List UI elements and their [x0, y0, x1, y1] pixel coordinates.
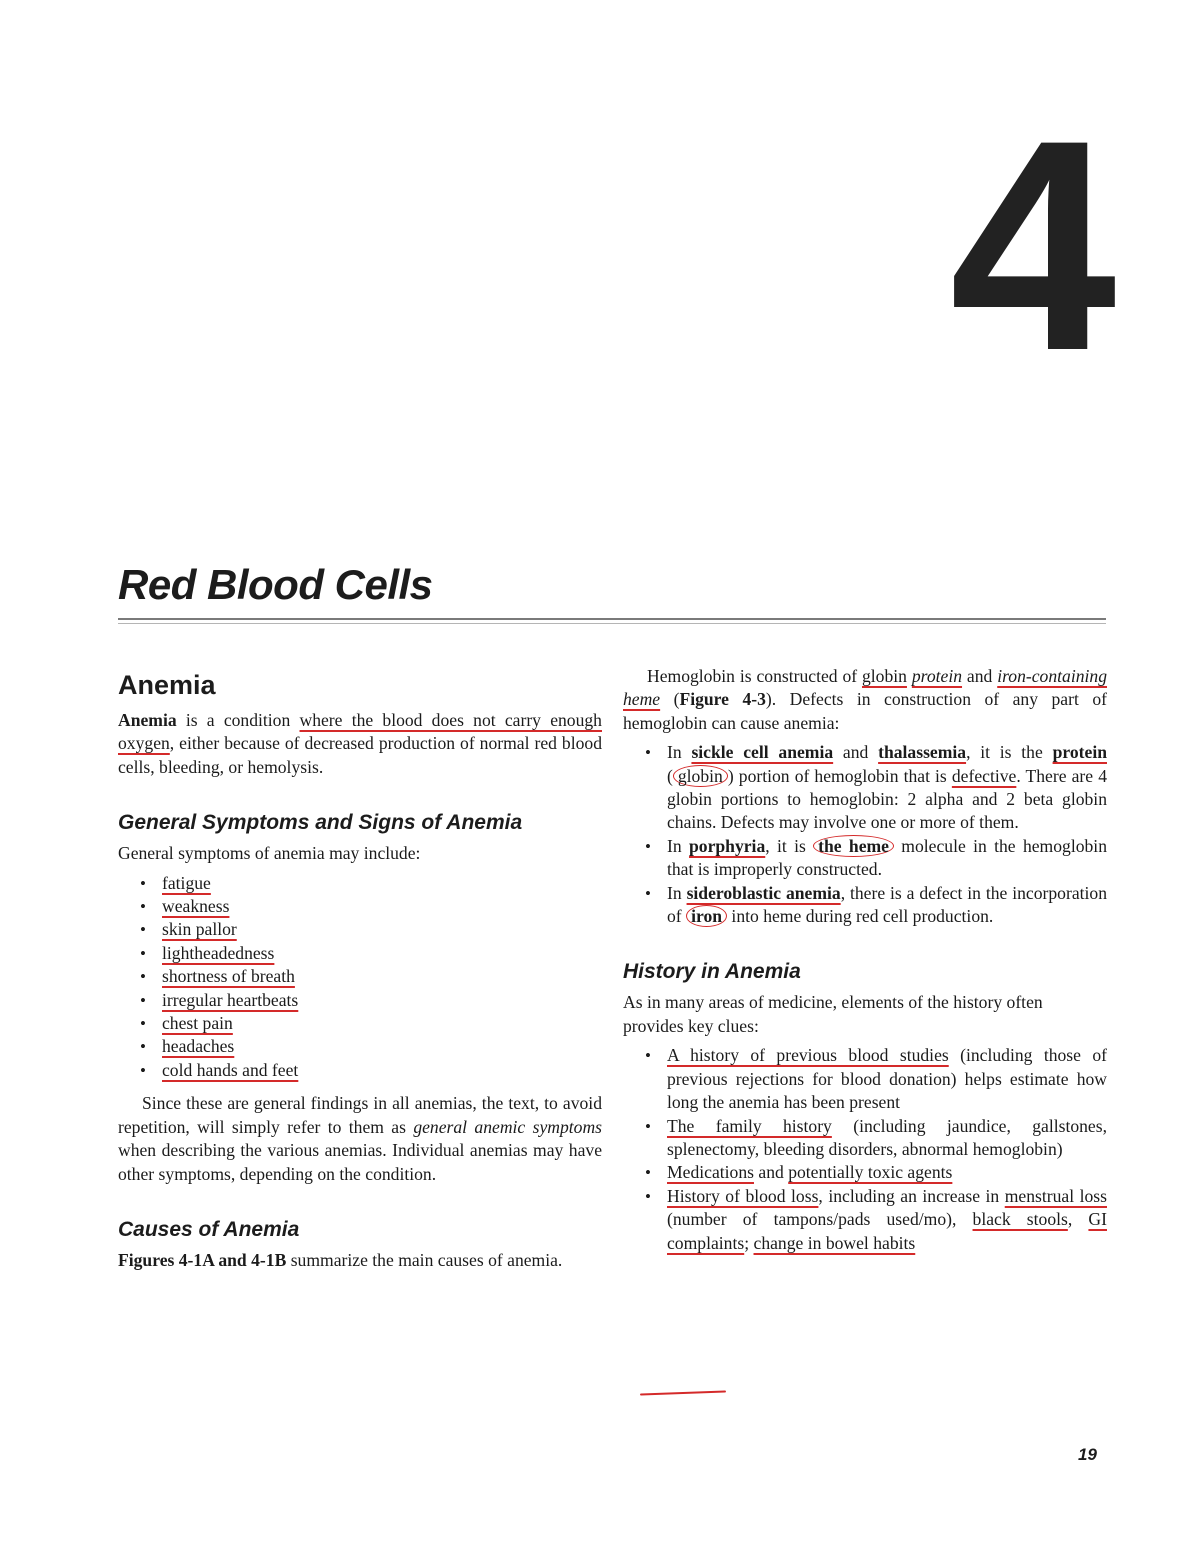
- circled-annotation: the heme: [813, 835, 894, 857]
- list-item: • A history of previous blood studies (including those of previous rejections for blood donation) helps estimate how long the anemia has been present: [645, 1044, 1107, 1114]
- causes-paragraph: Figures 4-1A and 4-1B summarize the main causes of anemia.: [118, 1249, 563, 1270]
- list-item: • History of blood loss, including an increase in menstrual loss (number of tampons/pads used/mo), black stools, GI complaints; change in bowel habits: [645, 1185, 1107, 1255]
- list-item: • headaches: [140, 1035, 602, 1058]
- title-rule: [118, 618, 1106, 624]
- right-column: [623, 665, 1107, 1265]
- anemia-heading: Anemia: [118, 670, 216, 700]
- list-item: • fatigue: [140, 872, 602, 895]
- anemia-definition: Anemia is a condition where the blood does not carry enough oxygen, either because of decreased production of normal red blood cells, bleeding, or hemolysis.: [118, 710, 602, 777]
- anemia-term: Anemia: [118, 710, 177, 730]
- left-column: [118, 665, 602, 1272]
- annotated-text: where the blood does not carry enough oxygen: [118, 710, 602, 754]
- symptoms-paragraph: Since these are general findings in all anemias, the text, to avoid repetition, will simply refer to them as general anemic symptoms when describing the various anemias. Individual anemias may have other symptoms, depending on the condition.: [118, 1093, 602, 1184]
- list-item: • skin pallor: [140, 918, 602, 941]
- history-intro: As in many areas of medicine, elements of the history often provides key clues:: [623, 992, 1043, 1036]
- list-item: • The family history (including jaundice, gallstones, splenectomy, bleeding disorders, abnormal hemoglobin): [645, 1115, 1107, 1162]
- page-number: 19: [1078, 1445, 1097, 1464]
- hemoglobin-paragraph: Hemoglobin is constructed of globin protein and iron-containing heme (Figure 4-3). Defects in construction of any part of hemoglobin can cause anemia:: [623, 666, 1108, 733]
- list-item: • Medications and potentially toxic agents: [645, 1161, 1107, 1184]
- chapter-number: 4: [949, 77, 1111, 413]
- hemoglobin-defects-list: [623, 741, 1107, 928]
- chapter-title: Red Blood Cells: [118, 561, 433, 608]
- list-item: • chest pain: [140, 1012, 602, 1035]
- list-item: • weakness: [140, 895, 602, 918]
- history-heading: History in Anemia: [623, 960, 801, 984]
- list-item: • lightheadedness: [140, 942, 602, 965]
- symptoms-intro: General symptoms of anemia may include:: [118, 843, 421, 864]
- circled-annotation: globin: [673, 765, 728, 787]
- list-item: • shortness of breath: [140, 965, 602, 988]
- history-list: [623, 1044, 1107, 1255]
- list-item: • irregular heartbeats: [140, 989, 602, 1012]
- list-item: • cold hands and feet: [140, 1059, 602, 1082]
- list-item: • In porphyria, it is the heme molecule in the hemoglobin that is improperly constructed.: [645, 835, 1107, 882]
- causes-heading: Causes of Anemia: [118, 1217, 300, 1241]
- symptoms-list: [118, 872, 602, 1083]
- list-item: • In sideroblastic anemia, there is a defect in the incorporation of iron into heme during red cell production.: [645, 882, 1107, 929]
- circled-annotation: iron: [686, 905, 727, 927]
- list-item: • In sickle cell anemia and thalassemia, it is the protein ( globin ) portion of hemoglobin that is defective. There are 4 globin portions to hemoglobin: 2 alpha and 2 beta globin chains. Defects may involve one or more of them.: [645, 741, 1107, 835]
- pen-mark: [640, 1390, 726, 1395]
- symptoms-heading: General Symptoms and Signs of Anemia: [118, 811, 523, 835]
